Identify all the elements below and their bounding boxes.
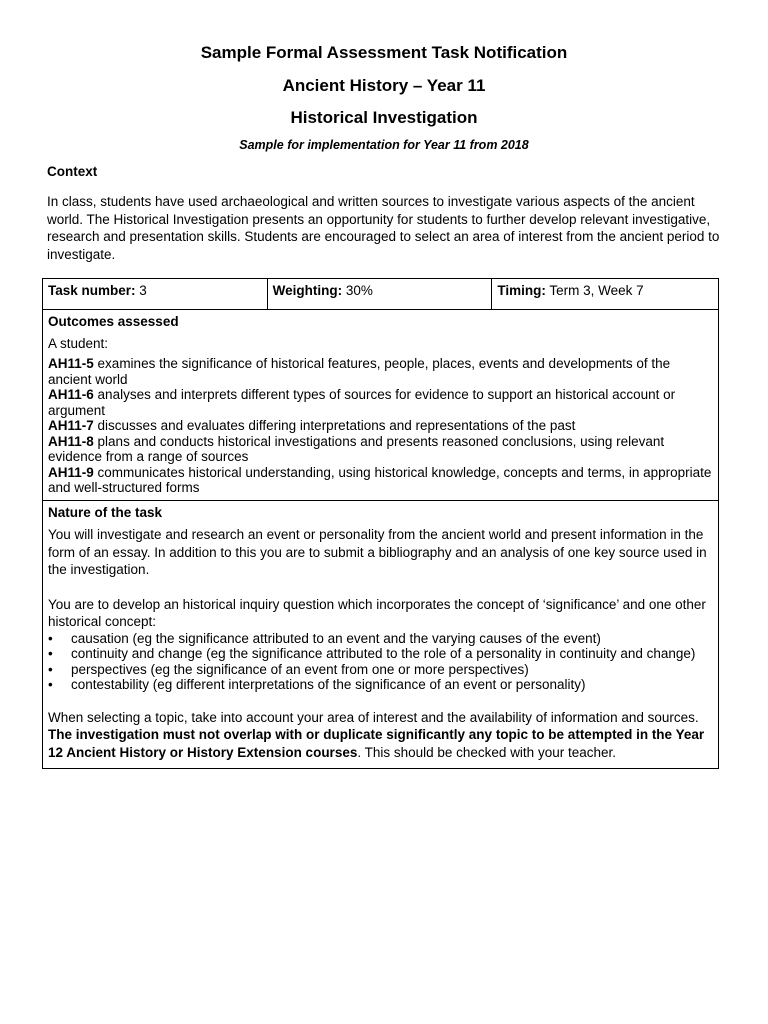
bullet-icon: • xyxy=(48,661,53,677)
outcome-item xyxy=(48,465,713,496)
outcome-code: AH11-9 xyxy=(48,464,94,480)
outcome-item xyxy=(48,434,713,465)
overlap-warning: The investigation must not overlap with or duplicate significantly any topic to be attempted in the Year 12 Ancient History or History Extension courses xyxy=(48,727,705,760)
task-number-cell xyxy=(43,279,268,310)
nature-cell xyxy=(43,500,719,769)
outcome-text: analyses and interprets different types of sources for evidence to support an historical account or argument xyxy=(48,387,676,418)
outcome-code: AH11-7 xyxy=(48,418,94,433)
outcome-text: plans and conducts historical investigations and presents reasoned conclusions, using relevant evidence from a range of sources xyxy=(48,433,665,464)
timing-value: Term 3, Week 7 xyxy=(549,283,644,298)
context-text: In class, students have used archaeological and written sources to investigate various aspects of the ancient world. The Historical Investigation presents an opportunity for students to further develop relevant investigative, research and presentation skills. Students are encouraged to select an area of interest from the ancient period to investigate. xyxy=(47,194,720,262)
bullet-icon: • xyxy=(48,677,53,692)
topic-selection-text: When selecting a topic, take into account your area of interest and the availability of information and sources. xyxy=(48,709,699,725)
nature-heading: Nature of the task xyxy=(48,504,163,520)
task-number-value: 3 xyxy=(139,283,147,298)
weighting-label: Weighting: xyxy=(272,283,343,298)
outcome-item xyxy=(48,356,713,387)
nature-paragraph-3 xyxy=(48,709,713,762)
timing-label: Timing: xyxy=(497,283,546,298)
implementation-note: Sample for implementation for Year 11 from 2018 xyxy=(239,138,529,152)
outcome-item xyxy=(48,418,713,434)
concept-text: contestability (eg different interpretations of the significance of an event or personality) xyxy=(71,677,586,692)
outcome-item xyxy=(48,387,713,418)
concept-list xyxy=(48,631,713,693)
context-heading: Context xyxy=(47,164,98,179)
bullet-icon: • xyxy=(48,646,53,661)
outcome-text: discusses and evaluates differing interpretations and representations of the past xyxy=(97,418,576,433)
outcome-text: examines the significance of historical features, people, places, events and developments of the ancient world xyxy=(48,356,671,387)
bullet-icon: • xyxy=(48,630,53,646)
weighting-value: 30% xyxy=(345,283,373,298)
nature-paragraph-1: You will investigate and research an event or personality from the ancient world and present information in the form of an essay. In addition to this you are to submit a bibliography and an analysis of one key source used in the investigation. xyxy=(48,527,707,577)
outcome-code: AH11-5 xyxy=(48,356,94,371)
task-table xyxy=(42,278,719,769)
concept-text: causation (eg the significance attributed to an event and the varying causes of the event) xyxy=(71,630,601,646)
list-item xyxy=(48,631,713,647)
outcome-code: AH11-6 xyxy=(48,387,94,402)
teacher-check-text: . This should be checked with your teacher. xyxy=(357,744,616,760)
outcome-text: communicates historical understanding, using historical knowledge, concepts and terms, in appropriate and well-structured forms xyxy=(48,464,712,495)
outcomes-heading: Outcomes assessed xyxy=(48,314,179,329)
document-title: Sample Formal Assessment Task Notification xyxy=(200,43,568,62)
nature-paragraph-2: You are to develop an historical inquiry question which incorporates the concept of ‘significance’ and one other historical concept: xyxy=(48,596,706,629)
course-title: Ancient History – Year 11 xyxy=(282,76,486,95)
outcomes-row xyxy=(43,310,719,501)
task-info-row xyxy=(43,279,719,310)
task-number-label: Task number: xyxy=(48,283,136,298)
nature-row xyxy=(43,500,719,769)
outcomes-intro: A student: xyxy=(48,335,109,351)
concept-text: continuity and change (eg the significance attributed to the role of a personality in continuity and change) xyxy=(71,646,696,661)
list-item xyxy=(48,677,713,693)
concept-text: perspectives (eg the significance of an event from one or more perspectives) xyxy=(71,661,529,677)
outcomes-cell xyxy=(43,310,719,501)
task-title: Historical Investigation xyxy=(290,108,478,127)
list-item xyxy=(48,662,713,678)
list-item xyxy=(48,646,713,662)
weighting-cell xyxy=(267,279,492,310)
outcome-code: AH11-8 xyxy=(48,433,94,449)
timing-cell xyxy=(492,279,719,310)
